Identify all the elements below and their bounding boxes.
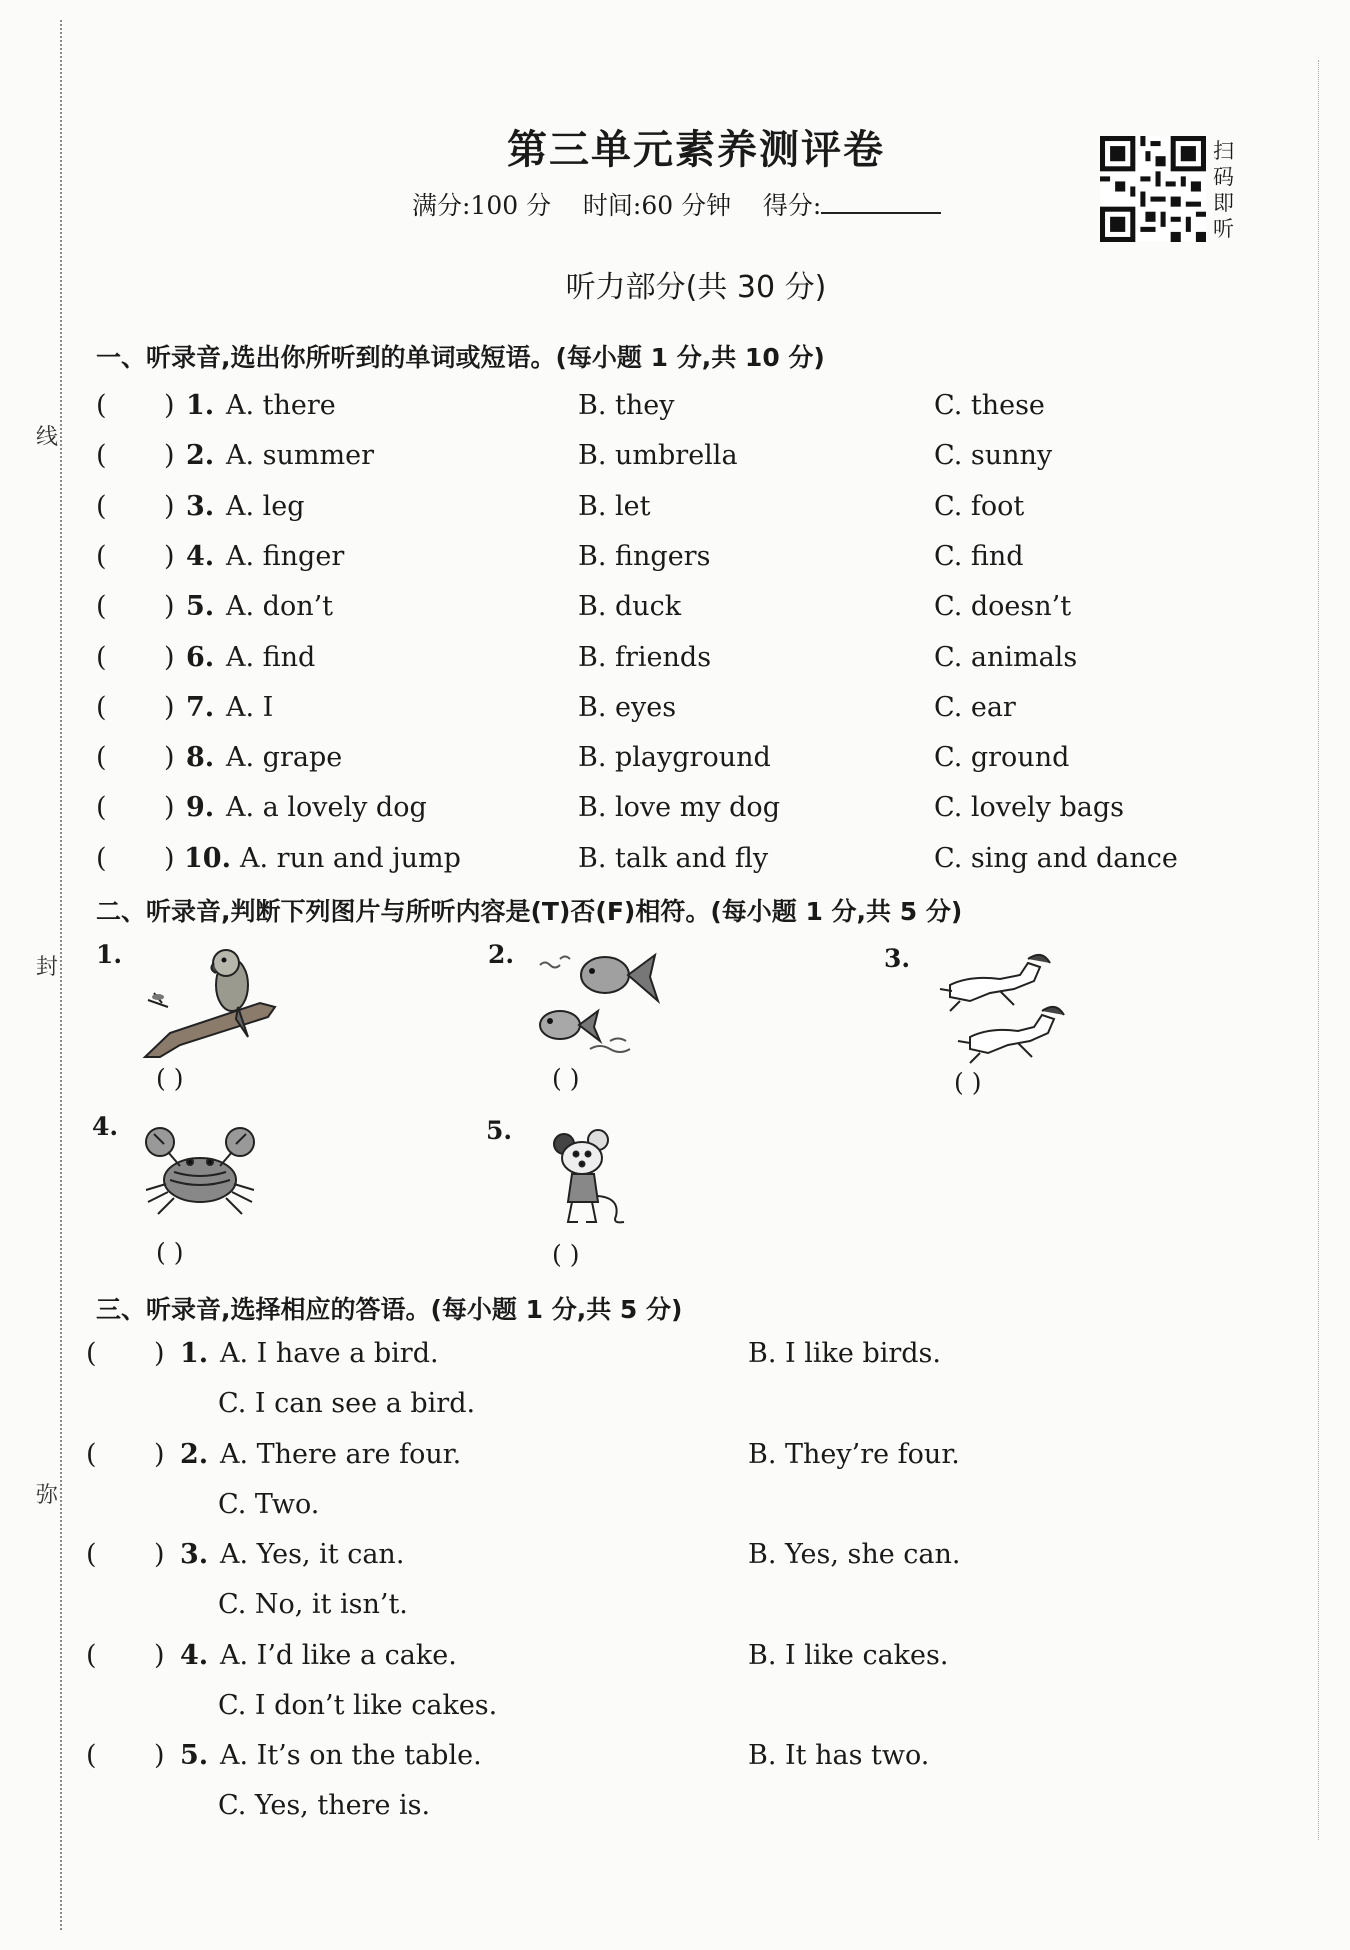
question-number: 9.: [186, 792, 215, 824]
question-row: [86, 1640, 1286, 1684]
option-a[interactable]: A. a lovely dog: [226, 792, 427, 824]
option-a[interactable]: A. don’t: [226, 591, 334, 623]
question-row-c: [86, 1690, 1286, 1734]
option-c[interactable]: C. animals: [934, 641, 1078, 673]
margin-mark-seal: 封: [36, 955, 59, 980]
answer-paren-close[interactable]: ): [164, 390, 175, 421]
question-row: [96, 591, 1296, 635]
question-row: [96, 843, 1296, 887]
question-number: 3.: [186, 490, 215, 522]
option-b[interactable]: B. I like cakes.: [748, 1639, 949, 1671]
answer-paren-close[interactable]: ): [164, 842, 175, 874]
answer-paren-open[interactable]: (: [96, 490, 107, 522]
part2-heading: 二、听录音,判断下列图片与所听内容是(T)否(F)相符。(每小题 1 分,共 5 分): [96, 897, 963, 926]
right-margin-line: [1318, 60, 1319, 1840]
page-title: 第三单元素养测评卷: [507, 126, 885, 173]
got-label: 得分:: [762, 191, 822, 220]
picture-number: 3.: [884, 944, 911, 973]
answer-paren-open[interactable]: (: [86, 1438, 97, 1470]
option-c[interactable]: C. Yes, there is.: [218, 1790, 431, 1821]
answer-paren-open[interactable]: (: [86, 1539, 97, 1570]
option-c[interactable]: C. Two.: [218, 1488, 320, 1520]
listening-section-title: 听力部分(共 30 分): [565, 270, 827, 305]
question-number: 3.: [180, 1539, 209, 1570]
answer-paren-open[interactable]: (: [96, 591, 107, 623]
answer-paren-open[interactable]: (: [86, 1639, 97, 1671]
answer-paren[interactable]: ( ): [552, 1240, 580, 1269]
question-row: [86, 1539, 1286, 1583]
answer-paren-close[interactable]: ): [164, 490, 175, 522]
option-a[interactable]: A. Yes, it can.: [220, 1539, 405, 1570]
answer-paren-close[interactable]: ): [164, 440, 175, 472]
question-row: [96, 541, 1296, 585]
question-row: [86, 1439, 1286, 1483]
question-row-c: [86, 1790, 1286, 1834]
option-a[interactable]: A. leg: [226, 490, 305, 522]
option-b[interactable]: B. They’re four.: [748, 1438, 960, 1470]
question-row: [96, 742, 1296, 786]
option-b[interactable]: B. let: [578, 490, 651, 522]
question-number: 5.: [180, 1740, 209, 1771]
question-number: 1.: [180, 1338, 209, 1369]
option-a[interactable]: A. It’s on the table.: [220, 1740, 482, 1771]
goldfish-icon: [530, 945, 670, 1055]
option-a[interactable]: A. run and jump: [240, 842, 461, 874]
option-a[interactable]: A. find: [226, 641, 316, 673]
answer-paren-close[interactable]: ): [164, 641, 175, 673]
question-row-c: [86, 1489, 1286, 1533]
answer-paren-open[interactable]: (: [96, 641, 107, 673]
exam-meta: [412, 186, 941, 222]
question-number: 2.: [186, 440, 215, 472]
answer-paren-close[interactable]: ): [164, 742, 175, 774]
answer-paren-close[interactable]: ): [154, 1639, 165, 1671]
answer-paren-open[interactable]: (: [96, 540, 107, 572]
score-blank[interactable]: [821, 190, 941, 214]
option-c[interactable]: C. sunny: [934, 440, 1053, 472]
option-a[interactable]: A. I’d like a cake.: [220, 1639, 457, 1671]
question-row: [96, 440, 1296, 484]
question-row: [86, 1338, 1286, 1382]
question-row-c: [86, 1589, 1286, 1633]
horses-icon: [930, 945, 1070, 1065]
answer-paren-open[interactable]: (: [96, 742, 107, 774]
option-c[interactable]: C. these: [934, 390, 1045, 421]
answer-paren-close[interactable]: ): [164, 792, 175, 824]
question-number: 7.: [186, 691, 215, 723]
question-number: 4.: [186, 540, 215, 572]
question-row: [96, 390, 1296, 434]
question-number: 5.: [186, 591, 215, 623]
option-b[interactable]: B. they: [578, 390, 675, 421]
binding-margin-line: [60, 20, 62, 1930]
answer-paren-close[interactable]: ): [164, 540, 175, 572]
option-a[interactable]: A. grape: [226, 742, 343, 774]
question-row-c: [86, 1388, 1286, 1432]
question-number: 8.: [186, 742, 215, 774]
option-a[interactable]: A. summer: [226, 440, 374, 472]
question-number: 6.: [186, 641, 215, 673]
answer-paren-close[interactable]: ): [154, 1438, 165, 1470]
option-b[interactable]: B. love my dog: [578, 792, 780, 824]
option-b[interactable]: B. I like birds.: [748, 1338, 941, 1369]
picture-number: 1.: [96, 940, 123, 969]
answer-paren-close[interactable]: ): [154, 1740, 165, 1771]
question-number: 2.: [180, 1438, 209, 1470]
question-number: 1.: [186, 390, 215, 421]
qr-label: 扫码即听: [1213, 139, 1234, 241]
option-a[interactable]: A. there: [226, 390, 336, 421]
answer-paren-close[interactable]: ): [164, 691, 175, 723]
question-row: [96, 642, 1296, 686]
option-b[interactable]: B. fingers: [578, 540, 711, 572]
picture-number: 2.: [488, 940, 515, 969]
option-c[interactable]: C. doesn’t: [934, 591, 1072, 623]
option-c[interactable]: C. No, it isn’t.: [218, 1589, 408, 1620]
score-label: 满分:100 分: [412, 191, 552, 220]
question-row: [86, 1740, 1286, 1784]
question-row: [96, 692, 1296, 736]
answer-paren[interactable]: ( ): [156, 1064, 184, 1093]
qr-code-icon[interactable]: [1100, 136, 1206, 242]
option-a[interactable]: A. I have a bird.: [220, 1338, 439, 1369]
answer-paren[interactable]: ( ): [156, 1238, 184, 1267]
option-a[interactable]: A. finger: [226, 540, 345, 572]
parrot-icon: [140, 945, 280, 1060]
option-c[interactable]: C. find: [934, 540, 1024, 572]
answer-paren-open[interactable]: (: [86, 1338, 97, 1369]
answer-paren-open[interactable]: (: [96, 440, 107, 472]
part3-heading: 三、听录音,选择相应的答语。(每小题 1 分,共 5 分): [96, 1295, 683, 1324]
picture-number: 5.: [486, 1116, 513, 1145]
picture-number: 4.: [92, 1112, 119, 1141]
option-b[interactable]: B. Yes, she can.: [748, 1539, 961, 1570]
option-a[interactable]: A. There are four.: [220, 1438, 462, 1470]
margin-mark-line: 线: [36, 425, 59, 450]
option-b[interactable]: B. friends: [578, 641, 712, 673]
option-a[interactable]: A. I: [226, 691, 274, 723]
option-b[interactable]: B. playground: [578, 742, 771, 774]
answer-paren-open[interactable]: (: [86, 1740, 97, 1771]
option-b[interactable]: B. talk and fly: [578, 842, 769, 874]
option-c[interactable]: C. I don’t like cakes.: [218, 1689, 498, 1721]
option-c[interactable]: C. foot: [934, 490, 1025, 522]
question-number: 4.: [180, 1639, 209, 1671]
answer-paren-open[interactable]: (: [96, 842, 107, 874]
option-c[interactable]: C. I can see a bird.: [218, 1388, 476, 1419]
option-b[interactable]: B. umbrella: [578, 440, 738, 472]
option-b[interactable]: B. It has two.: [748, 1740, 930, 1771]
mouse-icon: [550, 1128, 640, 1228]
option-c[interactable]: C. sing and dance: [934, 842, 1178, 874]
option-c[interactable]: C. ear: [934, 691, 1016, 723]
option-b[interactable]: B. eyes: [578, 691, 677, 723]
option-c[interactable]: C. lovely bags: [934, 792, 1124, 824]
question-row: [96, 491, 1296, 535]
question-row: [96, 792, 1296, 836]
answer-paren-open[interactable]: (: [96, 792, 107, 824]
option-c[interactable]: C. ground: [934, 742, 1070, 774]
option-b[interactable]: B. duck: [578, 591, 682, 623]
answer-paren-close[interactable]: ): [154, 1338, 165, 1369]
answer-paren[interactable]: ( ): [954, 1068, 982, 1097]
answer-paren-open[interactable]: (: [96, 390, 107, 421]
answer-paren-close[interactable]: ): [164, 591, 175, 623]
answer-paren-close[interactable]: ): [154, 1539, 165, 1570]
answer-paren-open[interactable]: (: [96, 691, 107, 723]
question-number: 10.: [184, 842, 231, 874]
margin-mark-close: 弥: [36, 1483, 59, 1508]
crab-icon: [140, 1120, 260, 1220]
time-label: 时间:60 分钟: [582, 191, 732, 220]
answer-paren[interactable]: ( ): [552, 1064, 580, 1093]
part1-heading: 一、听录音,选出你所听到的单词或短语。(每小题 1 分,共 10 分): [96, 343, 825, 372]
